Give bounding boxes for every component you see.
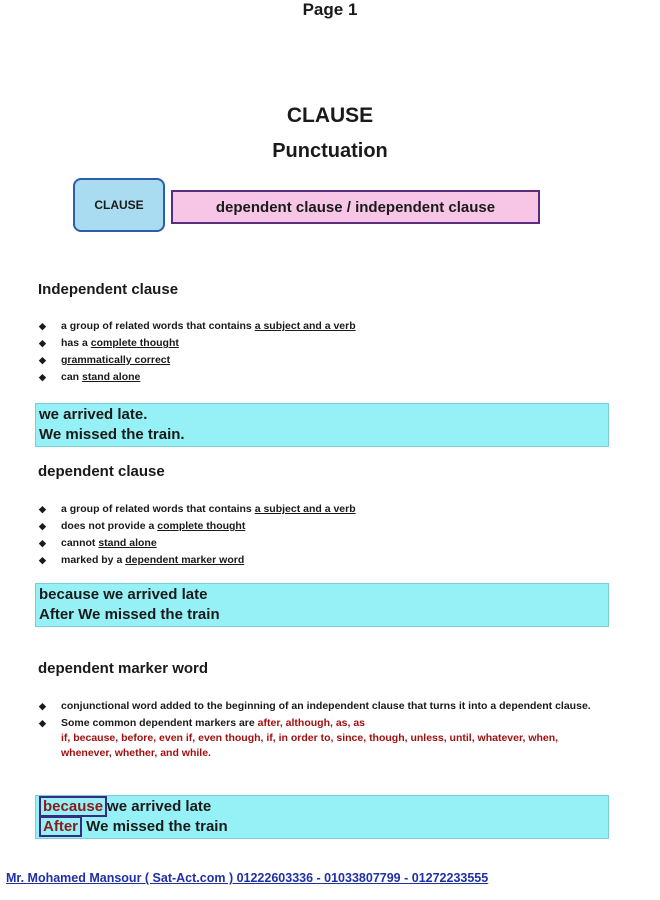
example-line bbox=[39, 817, 605, 837]
underlined-term: a subject and a verb bbox=[254, 320, 356, 332]
underlined-term: grammatically correct bbox=[61, 354, 171, 366]
example-line: we arrived late. bbox=[39, 406, 148, 423]
bullet-icon: ◆ bbox=[39, 504, 46, 514]
example-line: We missed the train. bbox=[39, 426, 185, 443]
list-item bbox=[38, 552, 356, 569]
underlined-term: complete thought bbox=[90, 337, 179, 349]
bullet-icon: ◆ bbox=[39, 372, 46, 382]
bullet-text: conjunctional word added to the beginning of an independent clause that turns it into a dependent clause. bbox=[61, 700, 591, 712]
example-line: After We missed the train bbox=[39, 606, 220, 623]
dependent-clause-heading: dependent clause bbox=[38, 463, 165, 480]
bullet-icon: ◆ bbox=[39, 718, 46, 728]
example-line: because we arrived late bbox=[39, 586, 208, 603]
dependent-marker-bullets bbox=[38, 699, 608, 763]
example-line bbox=[39, 797, 605, 817]
bullet-text: a group of related words that contains bbox=[61, 320, 255, 332]
independent-clause-bullets bbox=[38, 318, 356, 386]
underlined-term: complete thought bbox=[157, 520, 246, 532]
bullet-text: marked by a bbox=[61, 554, 126, 566]
underlined-term: a subject and a verb bbox=[254, 503, 356, 515]
document-title: CLAUSE bbox=[286, 104, 374, 127]
dependent-clause-bullets bbox=[38, 501, 356, 569]
list-item bbox=[38, 535, 356, 552]
footer-contact: Mr. Mohamed Mansour ( Sat-Act.com ) 01222603336 - 01033807799 - 01272233555 bbox=[6, 871, 489, 885]
list-item bbox=[38, 335, 356, 352]
marker-highlight: because bbox=[39, 796, 107, 817]
marker-list-text-continued: if, because, before, even if, even though, if, in order to, since, though, unless, until, whatever, when, whenever, whether, and while. bbox=[61, 732, 559, 759]
list-item bbox=[38, 352, 356, 369]
clause-types-box: dependent clause / independent clause bbox=[171, 190, 540, 224]
bullet-icon: ◆ bbox=[39, 355, 46, 365]
bullet-text: can bbox=[61, 371, 83, 383]
bullet-icon: ◆ bbox=[39, 538, 46, 548]
marker-list-text: after, although, as, as bbox=[257, 717, 366, 729]
bullet-icon: ◆ bbox=[39, 521, 46, 531]
page-label: Page 1 bbox=[302, 0, 358, 19]
bullet-text: cannot bbox=[61, 537, 99, 549]
underlined-term: dependent marker word bbox=[125, 554, 245, 566]
list-item bbox=[38, 369, 356, 386]
bullet-text: a group of related words that contains bbox=[61, 503, 255, 515]
bullet-text: has a bbox=[61, 337, 91, 349]
bullet-text: Some common dependent markers are bbox=[61, 717, 258, 729]
bullet-icon: ◆ bbox=[39, 338, 46, 348]
dependent-marker-example bbox=[35, 795, 609, 839]
marker-highlight: After bbox=[39, 816, 82, 837]
bullet-text: does not provide a bbox=[61, 520, 158, 532]
list-item bbox=[38, 716, 608, 761]
dependent-clause-example bbox=[35, 583, 609, 627]
bullet-icon: ◆ bbox=[39, 555, 46, 565]
independent-clause-heading: Independent clause bbox=[38, 281, 179, 298]
list-item bbox=[38, 699, 608, 714]
dependent-marker-heading: dependent marker word bbox=[38, 660, 209, 677]
clause-box: CLAUSE bbox=[73, 178, 165, 232]
list-item bbox=[38, 518, 356, 535]
independent-clause-example bbox=[35, 403, 609, 447]
underlined-term: stand alone bbox=[98, 537, 157, 549]
bullet-icon: ◆ bbox=[39, 321, 46, 331]
example-rest: We missed the train bbox=[82, 818, 228, 835]
document-subtitle: Punctuation bbox=[272, 140, 388, 162]
bullet-icon: ◆ bbox=[39, 701, 46, 711]
underlined-term: stand alone bbox=[82, 371, 141, 383]
list-item bbox=[38, 318, 356, 335]
example-rest: we arrived late bbox=[107, 798, 212, 815]
list-item bbox=[38, 501, 356, 518]
